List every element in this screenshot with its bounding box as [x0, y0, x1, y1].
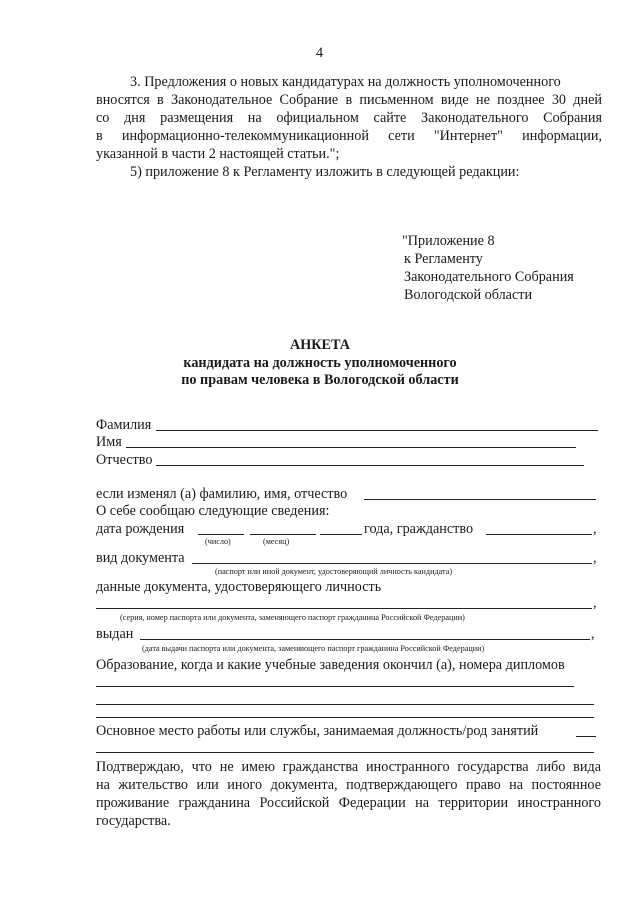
- paragraph-line: указанной в части 2 настоящей статьи.";: [96, 146, 340, 162]
- appendix-line: Вологодской области: [404, 287, 533, 303]
- form-title-sub: по правам человека в Вологодской области: [181, 372, 459, 388]
- name-field-line[interactable]: [126, 447, 576, 448]
- doc-type-label: вид документа: [96, 550, 185, 566]
- comma: ,: [591, 626, 595, 642]
- work-field-line[interactable]: [96, 752, 594, 753]
- confirmation-line: государства.: [96, 813, 171, 829]
- confirmation-line: Подтверждаю, что не имею гражданства иностранного государства либо вида: [96, 759, 601, 775]
- doc-type-field-line[interactable]: [192, 563, 592, 564]
- doc-data-field-line[interactable]: [96, 608, 592, 609]
- month-hint: (месяц): [263, 537, 290, 546]
- changed-name-field-line[interactable]: [364, 499, 596, 500]
- comma: ,: [593, 521, 597, 537]
- birth-date-label: дата рождения: [96, 521, 185, 537]
- education-label: Образование, когда и какие учебные заведения окончил (а), номера дипломов: [96, 657, 565, 673]
- page-number: 4: [316, 45, 324, 61]
- patronymic-field-line[interactable]: [156, 465, 584, 466]
- about-self-label: О себе сообщаю следующие сведения:: [96, 503, 330, 519]
- appendix-line: Законодательного Собрания: [404, 269, 574, 285]
- appendix-line: "Приложение 8: [402, 233, 495, 249]
- birth-month-field-line[interactable]: [250, 534, 316, 535]
- work-field-line[interactable]: [576, 736, 596, 737]
- patronymic-label: Отчество: [96, 452, 153, 468]
- form-title-sub: кандидата на должность уполномоченного: [183, 355, 457, 371]
- birth-year-field-line[interactable]: [320, 534, 362, 535]
- comma: ,: [593, 595, 597, 611]
- day-hint: (число): [205, 537, 231, 546]
- birth-day-field-line[interactable]: [198, 534, 244, 535]
- work-label: Основное место работы или службы, занимаемая должность/род занятий: [96, 723, 539, 739]
- paragraph-line: 3. Предложения о новых кандидатурах на должность уполномоченного: [130, 74, 561, 90]
- name-label: Имя: [96, 434, 122, 450]
- citizenship-label: года, гражданство: [364, 521, 474, 537]
- issued-label: выдан: [96, 626, 134, 642]
- appendix-line: к Регламенту: [404, 251, 483, 267]
- education-field-line[interactable]: [96, 717, 594, 718]
- paragraph-line: в информационно-телекоммуникационной сети "Интернет" информации,: [96, 128, 602, 144]
- confirmation-line: на жительство или иного документа, подтверждающего право на постоянное: [96, 777, 601, 793]
- confirmation-line: проживание гражданина Российской Федерации на территории иностранного: [96, 795, 601, 811]
- changed-name-label: если изменял (а) фамилию, имя, отчество: [96, 486, 348, 502]
- issued-field-line[interactable]: [140, 639, 590, 640]
- surname-label: Фамилия: [96, 417, 152, 433]
- issued-hint: (дата выдачи паспорта или документа, заменяющего паспорт гражданина Российской Федерации): [142, 644, 485, 653]
- paragraph-line: вносятся в Законодательное Собрание в письменном виде не позднее 30 дней: [96, 92, 602, 108]
- surname-field-line[interactable]: [156, 430, 598, 431]
- comma: ,: [593, 550, 597, 566]
- paragraph-line: со дня размещения на официальном сайте Законодательного Собрания: [96, 110, 602, 126]
- form-title-main: АНКЕТА: [289, 337, 351, 353]
- doc-data-hint: (серия, номер паспорта или документа, заменяющего паспорт гражданина Российской Федерации): [120, 613, 465, 622]
- education-field-line[interactable]: [96, 704, 594, 705]
- doc-type-hint: (паспорт или иной документ, удостоверяющий личность кандидата): [215, 567, 453, 576]
- citizenship-field-line[interactable]: [486, 534, 592, 535]
- doc-data-label: данные документа, удостоверяющего личность: [96, 579, 382, 595]
- education-field-line[interactable]: [96, 686, 574, 687]
- paragraph-5: 5) приложение 8 к Регламенту изложить в следующей редакции:: [130, 164, 520, 180]
